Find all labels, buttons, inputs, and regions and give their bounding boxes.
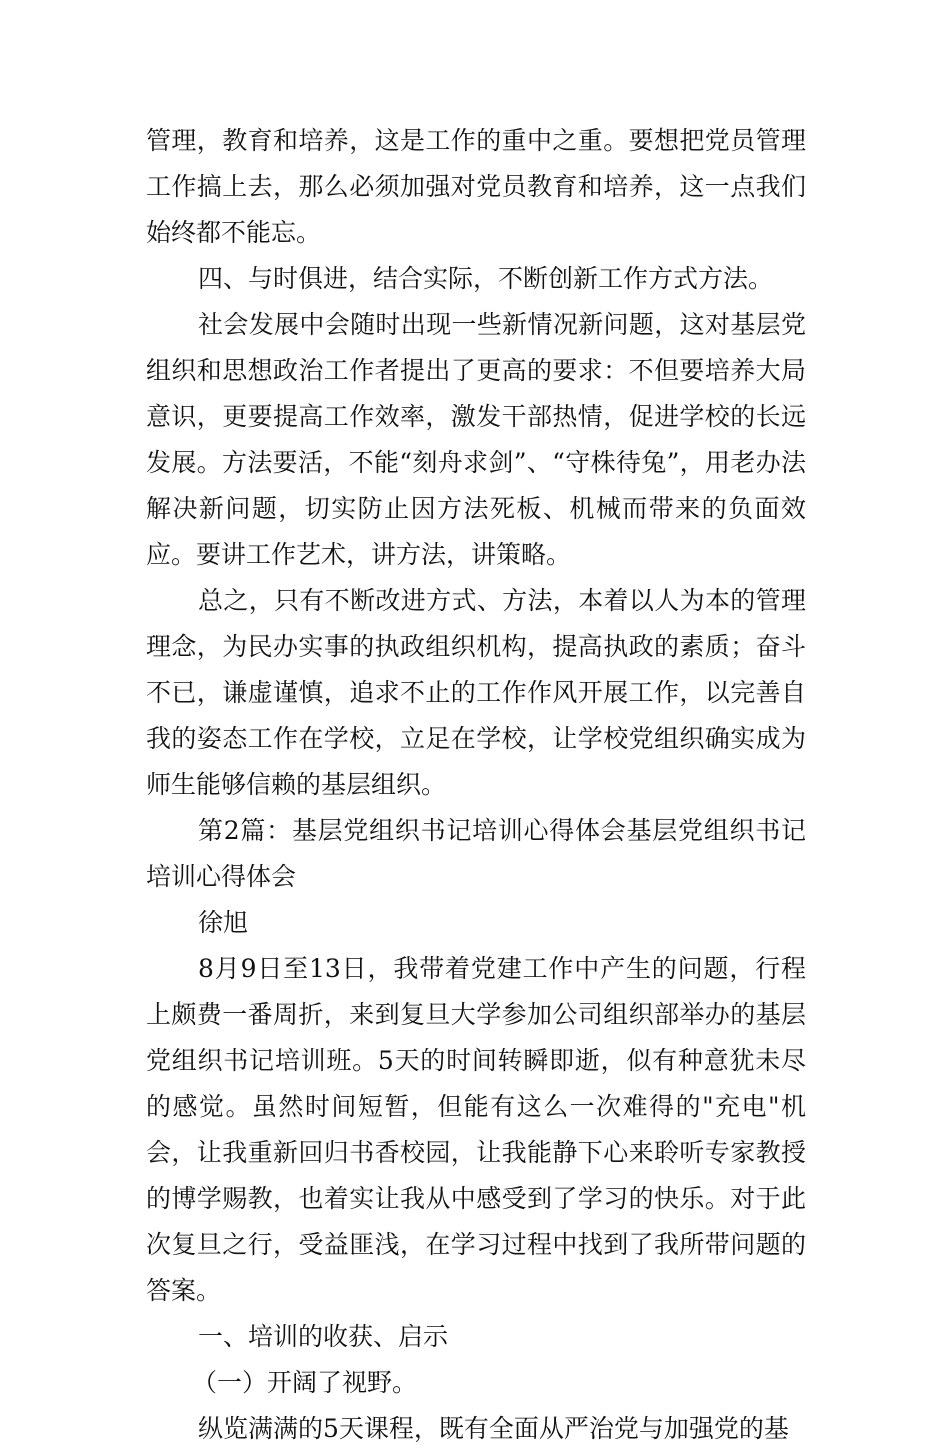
paragraph-conclusion: 总之，只有不断改进方式、方法，本着以人为本的管理理念，为民办实事的执政组织机构，提高执政的素质；奋斗不已，谦虚谨慎，追求不止的工作作风开展工作，以完善自我的姿态工作在学校，立足在学校，让学校党组织确实成为师生能够信赖的基层组织。 (146, 586, 806, 799)
paragraph-training-intro: 8月9日至13日，我带着党建工作中产生的问题，行程上颇费一番周折，来到复旦大学参加公司组织部举办的基层党组织书记培训班。5天的时间转瞬即逝，似有种意犹未尽的感觉。虽然时间短暂，但能有这么一次难得的"充电"机会，让我重新回归书香校园，让我能静下心来聆听专家教授的博学赐教，也着实让我从中感受到了学习的快乐。对于此次复旦之行，受益匪浅，在学习过程中找到了我所带问题的答案。 (146, 954, 806, 1305)
document-body (146, 118, 806, 1452)
article-title: 第2篇：基层党组织书记培训心得体会基层党组织书记培训心得体会 (146, 816, 806, 891)
paragraph-course-overview: 纵览满满的5天课程，既有全面从严治党与加强党的基 (198, 1414, 789, 1443)
author-name: 徐旭 (198, 908, 249, 937)
subheading-broaden-horizons: （一）开阔了视野。 (192, 1368, 418, 1397)
paragraph-party-member-education: 管理，教育和培养，这是工作的重中之重。要想把党员管理工作搞上去，那么必须加强对党员教育和培养，这一点我们始终都不能忘。 (146, 126, 806, 247)
heading-innovate-methods: 四、与时俱进，结合实际，不断创新工作方式方法。 (198, 264, 774, 293)
paragraph-new-problems: 社会发展中会随时出现一些新情况新问题，这对基层党组织和思想政治工作者提出了更高的要求：不但要培养大局意识，更要提高工作效率，激发干部热情，促进学校的长远发展。方法要活，不能“刻舟求剑”、“守株待兔”，用老办法解决新问题，切实防止因方法死板、机械而带来的负面效应。要讲工作艺术，讲方法，讲策略。 (146, 310, 806, 569)
heading-training-gains: 一、培训的收获、启示 (198, 1322, 449, 1351)
